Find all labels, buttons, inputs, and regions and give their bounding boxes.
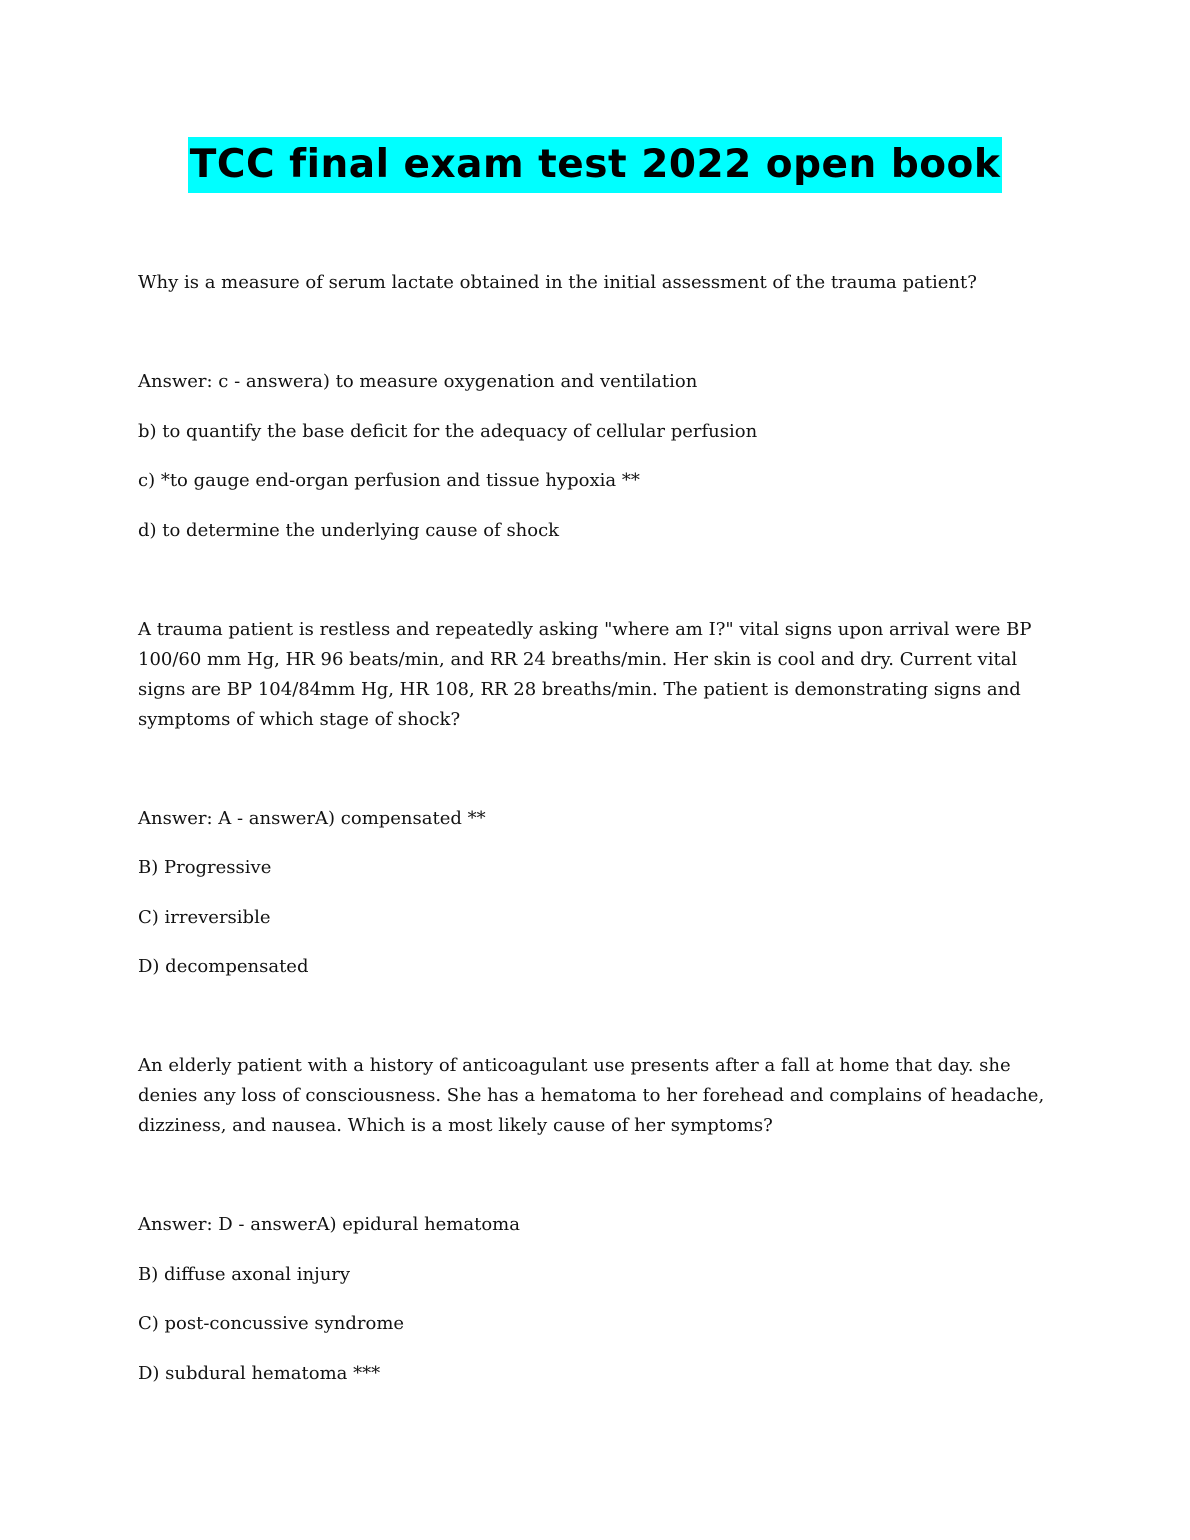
question-text: A trauma patient is restless and repeatedly asking "where am I?" vital signs upon arrival were BP 100/60 mm Hg, HR 96 beats/min, and RR 24 breaths/min. Her skin is cool and dry. Current vital signs are BP 104/84mm Hg, HR 108, RR 28 breaths/min. The patient is demonstrating signs and symptoms of which stage of shock? [138,618,1032,730]
page-title: TCC final exam test 2022 open book [188,137,1003,193]
answer-option: B) diffuse axonal injury [138,1263,351,1285]
answer-option: D) decompensated [138,956,309,977]
answer-option: c) *to gauge end-organ perfusion and tissue hypoxia ** [138,470,640,491]
question-text: Why is a measure of serum lactate obtained in the initial assessment of the trauma patient? [138,272,977,293]
answer-line: Answer: A - answerA) compensated ** [138,807,486,829]
answer-option: C) post-concussive syndrome [138,1313,405,1334]
answer-option: C) irreversible [138,906,271,928]
document-content [138,268,1058,1389]
question-block [138,268,1058,546]
question-text: An elderly patient with a history of anticoagulant use presents after a fall at home that day. she denies any loss of consciousness. She has a hematoma to her forehead and complains of headache, dizziness, and nausea. Which is a most likely cause of her symptoms? [138,1055,1045,1136]
question-block [138,615,1058,983]
answer-option: d) to determine the underlying cause of shock [138,519,560,541]
question-block [138,1051,1058,1389]
answer-option: b) to quantify the base deficit for the adequacy of cellular perfusion [138,420,758,442]
answer-option: D) subdural hematoma *** [138,1362,381,1384]
answer-line: Answer: D - answerA) epidural hematoma [138,1214,520,1235]
answer-option: B) Progressive [138,857,272,878]
answer-line: Answer: c - answera) to measure oxygenation and ventilation [138,371,698,392]
title-wrap [0,137,1190,193]
